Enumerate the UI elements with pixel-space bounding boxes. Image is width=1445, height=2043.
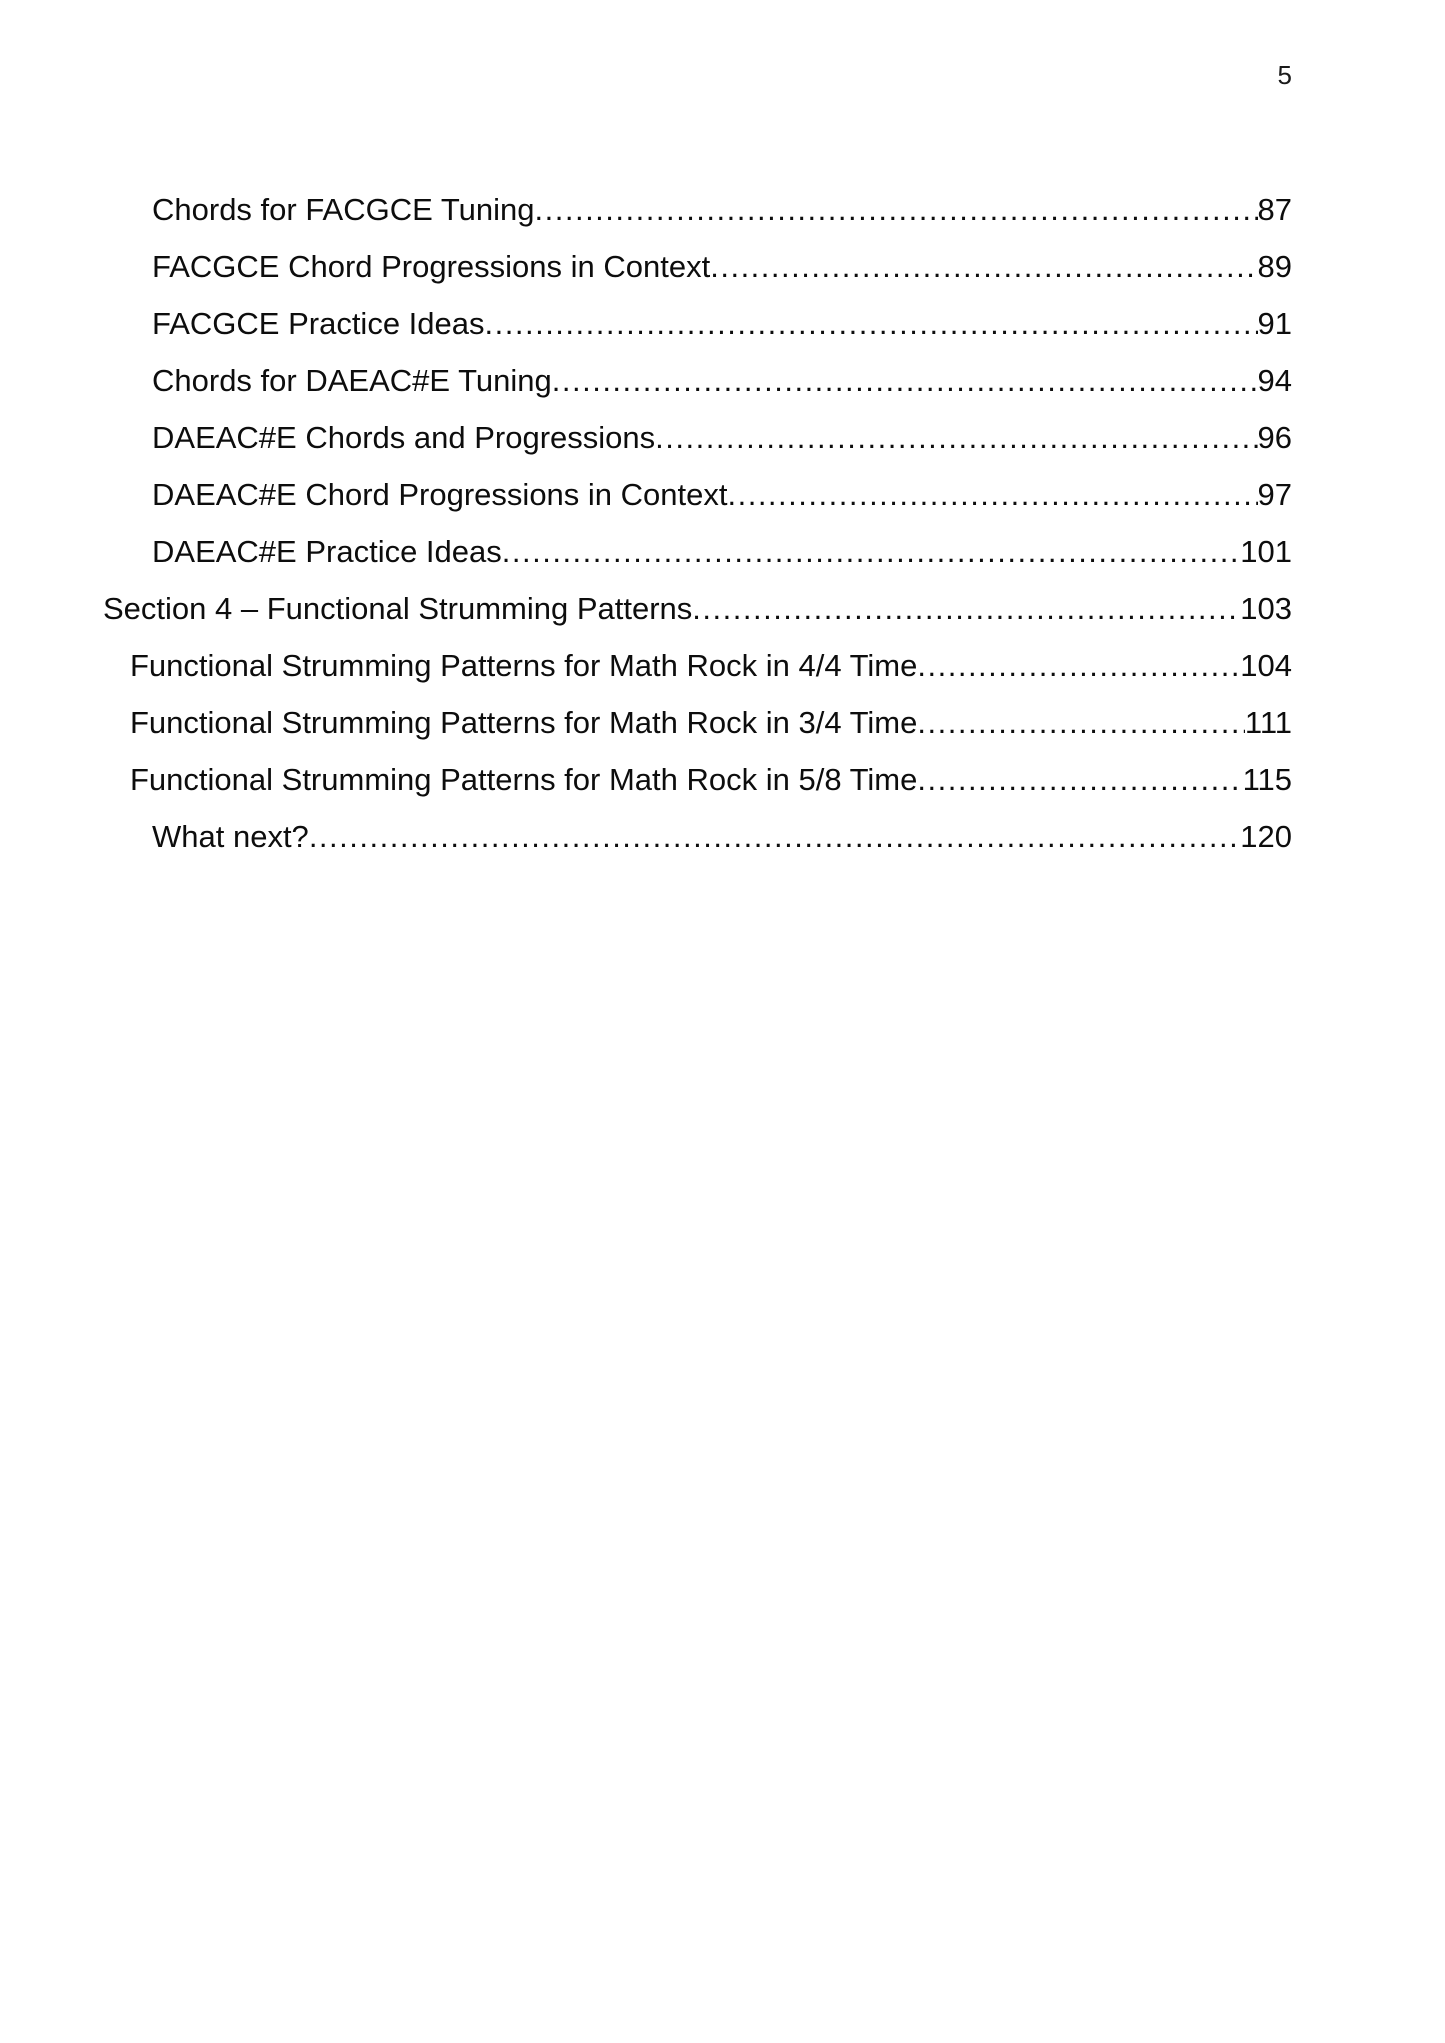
toc-entry-label: DAEAC#E Chords and Progressions: [152, 420, 656, 455]
toc-entry[interactable]: [152, 409, 1292, 466]
toc-entry[interactable]: [103, 580, 1292, 637]
toc-entry-label: Chords for DAEAC#E Tuning: [152, 363, 552, 398]
toc-leader-dots: [552, 352, 1258, 409]
toc-entry[interactable]: [152, 352, 1292, 409]
toc-entry[interactable]: [152, 238, 1292, 295]
toc-entry-label: Functional Strumming Patterns for Math Rock in 4/4 Time: [130, 648, 918, 683]
toc-leader-dots: [917, 637, 1240, 694]
toc-entry[interactable]: [152, 523, 1292, 580]
toc-entry-page-number: 103: [1240, 591, 1292, 626]
toc-leader-dots: [692, 580, 1240, 637]
toc-entry-label: Chords for FACGCE Tuning: [152, 192, 535, 227]
toc-entry-page-number: 101: [1240, 534, 1292, 569]
toc-entry[interactable]: [152, 808, 1292, 865]
toc-leader-dots: [727, 466, 1257, 523]
toc-leader-dots: [710, 238, 1257, 295]
toc-leader-dots: [917, 751, 1242, 808]
toc-entry-page-number: 87: [1257, 192, 1292, 227]
toc-leader-dots: [917, 694, 1245, 751]
toc-entry[interactable]: [152, 466, 1292, 523]
toc-entry-page-number: 120: [1240, 819, 1292, 854]
toc-entry-label: What next?: [152, 819, 309, 854]
header-page-number: 5: [1277, 60, 1292, 90]
toc-entry-page-number: 91: [1257, 306, 1292, 341]
toc-entry-page-number: 96: [1257, 420, 1292, 455]
toc-leader-dots: [502, 523, 1241, 580]
toc-entry-label: DAEAC#E Practice Ideas: [152, 534, 502, 569]
toc-entry-label: Functional Strumming Patterns for Math Rock in 5/8 Time: [130, 762, 918, 797]
toc-entry-page-number: 94: [1257, 363, 1292, 398]
toc-entry[interactable]: [152, 295, 1292, 352]
toc-leader-dots: [485, 295, 1258, 352]
toc-entry-page-number: 97: [1257, 477, 1292, 512]
toc-entry-label: FACGCE Practice Ideas: [152, 306, 485, 341]
toc-entry-label: Section 4 – Functional Strumming Patterns: [103, 591, 693, 626]
toc-entry-page-number: 104: [1240, 648, 1292, 683]
table-of-contents: [103, 181, 1292, 865]
toc-entry-label: FACGCE Chord Progressions in Context: [152, 249, 711, 284]
toc-entry[interactable]: [130, 751, 1292, 808]
toc-entry-label: DAEAC#E Chord Progressions in Context: [152, 477, 728, 512]
toc-entry[interactable]: [152, 181, 1292, 238]
toc-entry-page-number: 89: [1257, 249, 1292, 284]
toc-entry-label: Functional Strumming Patterns for Math Rock in 3/4 Time: [130, 705, 918, 740]
toc-leader-dots: [535, 181, 1258, 238]
toc-entry-page-number: 115: [1242, 762, 1292, 797]
toc-entry[interactable]: [130, 694, 1292, 751]
toc-leader-dots: [655, 409, 1257, 466]
toc-entry[interactable]: [130, 637, 1292, 694]
toc-entry-page-number: 111: [1244, 705, 1292, 740]
toc-leader-dots: [309, 808, 1240, 865]
